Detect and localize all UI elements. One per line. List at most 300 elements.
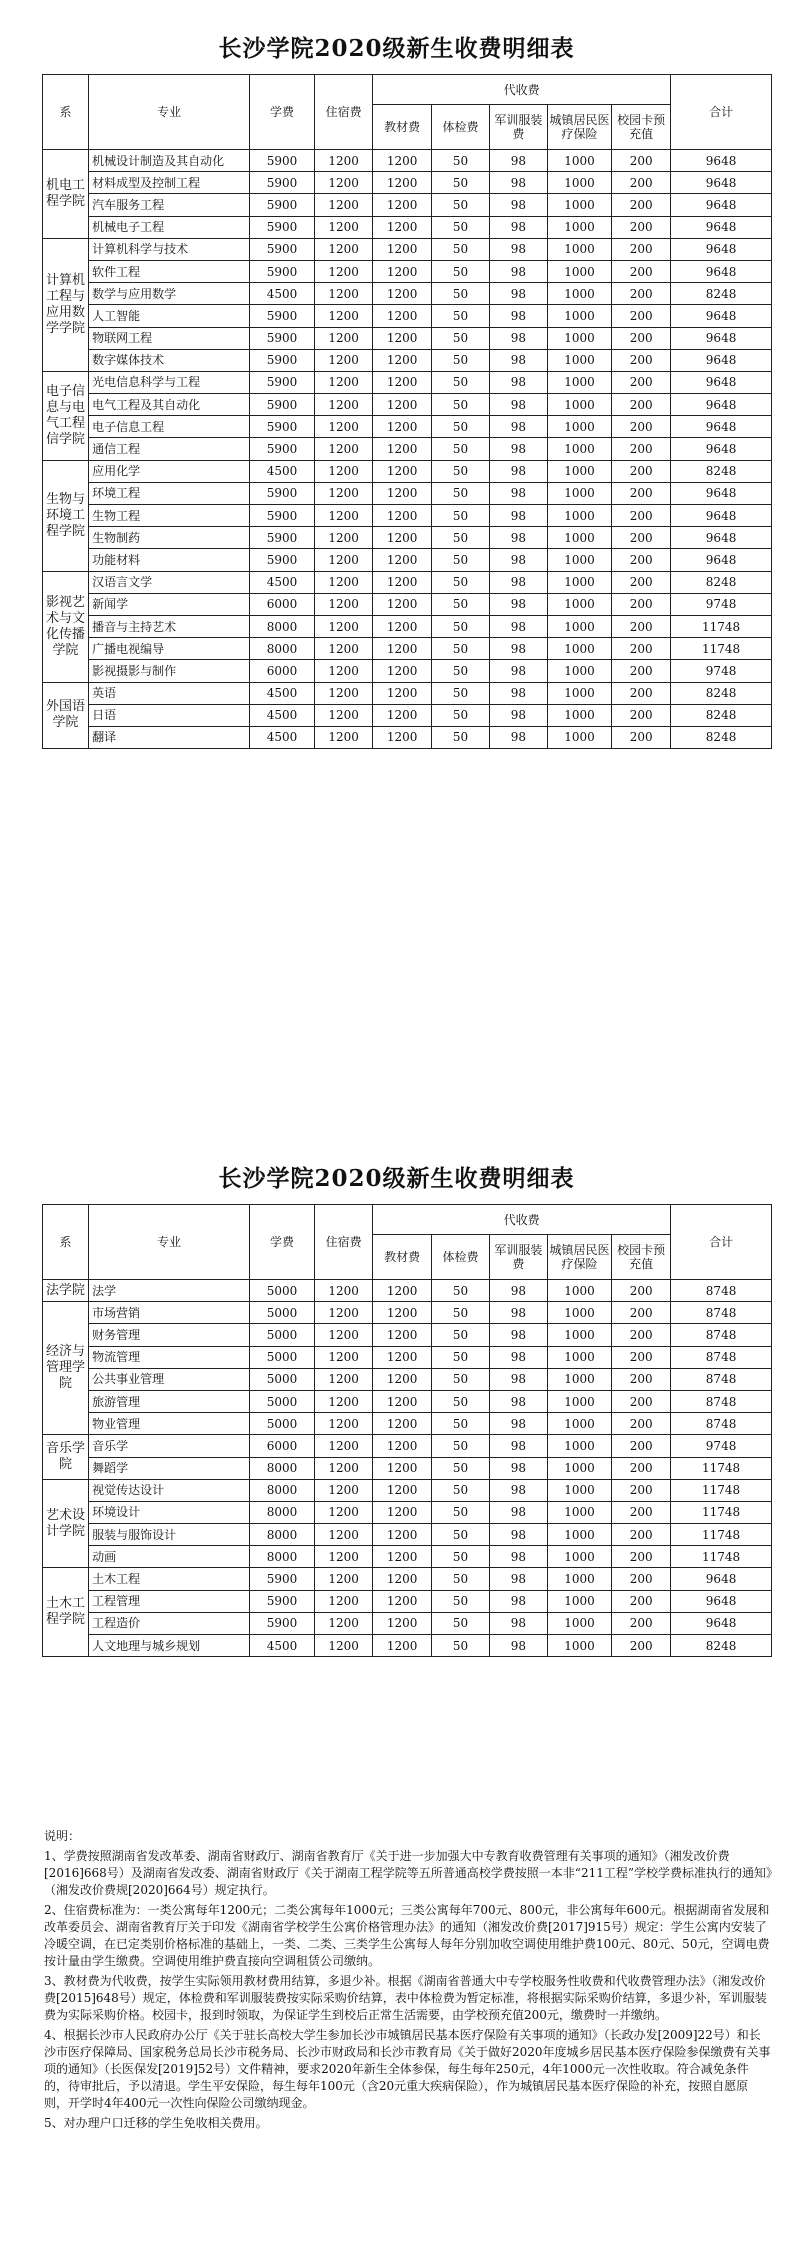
card-cell: 200 <box>612 527 671 549</box>
card-cell: 200 <box>612 1324 671 1346</box>
tuition-cell: 6000 <box>249 593 314 615</box>
card-cell: 200 <box>612 615 671 637</box>
total-cell: 9648 <box>671 549 772 571</box>
total-cell: 9648 <box>671 238 772 260</box>
uniform-cell: 98 <box>489 1368 547 1390</box>
housing-cell: 1200 <box>315 1501 373 1523</box>
books-cell: 1200 <box>373 1568 432 1590</box>
housing-cell: 1200 <box>315 1546 373 1568</box>
table-row <box>43 1324 772 1346</box>
medical-cell: 1000 <box>547 1590 611 1612</box>
tuition-cell: 8000 <box>249 1457 314 1479</box>
housing-cell: 1200 <box>315 1590 373 1612</box>
tuition-cell: 5900 <box>249 371 314 393</box>
table1-title: 长沙学院2020级新生收费明细表 <box>218 35 575 62</box>
card-cell: 200 <box>612 1612 671 1634</box>
medical-cell: 1000 <box>547 216 611 238</box>
exam-cell: 50 <box>432 150 490 172</box>
tuition-cell: 5900 <box>249 482 314 504</box>
header-proxy: 代收费 <box>373 75 671 105</box>
medical-cell: 1000 <box>547 349 611 371</box>
medical-cell: 1000 <box>547 1390 611 1412</box>
housing-cell: 1200 <box>315 260 373 282</box>
uniform-cell: 98 <box>489 1524 547 1546</box>
books-cell: 1200 <box>373 1324 432 1346</box>
card-cell: 200 <box>612 150 671 172</box>
total-cell: 8248 <box>671 682 772 704</box>
header-card: 校园卡预充值 <box>612 1235 671 1280</box>
uniform-cell: 98 <box>489 1413 547 1435</box>
housing-cell: 1200 <box>315 150 373 172</box>
uniform-cell: 98 <box>489 327 547 349</box>
uniform-cell: 98 <box>489 460 547 482</box>
table-row <box>43 1479 772 1501</box>
tuition-cell: 5000 <box>249 1390 314 1412</box>
medical-cell: 1000 <box>547 1324 611 1346</box>
exam-cell: 50 <box>432 371 490 393</box>
exam-cell: 50 <box>432 349 490 371</box>
exam-cell: 50 <box>432 682 490 704</box>
table-row <box>43 1302 772 1324</box>
tuition-cell: 5900 <box>249 349 314 371</box>
major-cell: 数字媒体技术 <box>89 349 250 371</box>
total-cell: 11748 <box>671 638 772 660</box>
books-cell: 1200 <box>373 615 432 637</box>
tuition-cell: 5900 <box>249 238 314 260</box>
major-cell: 视觉传达设计 <box>89 1479 250 1501</box>
exam-cell: 50 <box>432 238 490 260</box>
exam-cell: 50 <box>432 1413 490 1435</box>
card-cell: 200 <box>612 394 671 416</box>
housing-cell: 1200 <box>315 438 373 460</box>
card-cell: 200 <box>612 349 671 371</box>
card-cell: 200 <box>612 1346 671 1368</box>
total-cell: 8748 <box>671 1302 772 1324</box>
books-cell: 1200 <box>373 638 432 660</box>
card-cell: 200 <box>612 1479 671 1501</box>
books-cell: 1200 <box>373 460 432 482</box>
exam-cell: 50 <box>432 305 490 327</box>
table-row <box>43 238 772 260</box>
card-cell: 200 <box>612 416 671 438</box>
tuition-cell: 5000 <box>249 1324 314 1346</box>
housing-cell: 1200 <box>315 216 373 238</box>
card-cell: 200 <box>612 438 671 460</box>
college-cell: 法学院 <box>43 1280 89 1302</box>
card-cell: 200 <box>612 260 671 282</box>
total-cell: 9648 <box>671 527 772 549</box>
major-cell: 环境工程 <box>89 482 250 504</box>
exam-cell: 50 <box>432 660 490 682</box>
exam-cell: 50 <box>432 1368 490 1390</box>
exam-cell: 50 <box>432 549 490 571</box>
card-cell: 200 <box>612 194 671 216</box>
exam-cell: 50 <box>432 260 490 282</box>
total-cell: 9648 <box>671 438 772 460</box>
medical-cell: 1000 <box>547 1413 611 1435</box>
uniform-cell: 98 <box>489 660 547 682</box>
major-cell: 动画 <box>89 1546 250 1568</box>
card-cell: 200 <box>612 1546 671 1568</box>
table-row <box>43 482 772 504</box>
header-books: 教材费 <box>373 1235 432 1280</box>
total-cell: 11748 <box>671 615 772 637</box>
total-cell: 8748 <box>671 1280 772 1302</box>
table-row <box>43 1501 772 1523</box>
total-cell: 11748 <box>671 1501 772 1523</box>
exam-cell: 50 <box>432 1635 490 1657</box>
notes-heading: 说明： <box>44 1829 81 1843</box>
total-cell: 9648 <box>671 327 772 349</box>
books-cell: 1200 <box>373 1280 432 1302</box>
card-cell: 200 <box>612 549 671 571</box>
total-cell: 11748 <box>671 1524 772 1546</box>
table-row <box>43 150 772 172</box>
tuition-cell: 4500 <box>249 283 314 305</box>
books-cell: 1200 <box>373 416 432 438</box>
medical-cell: 1000 <box>547 660 611 682</box>
tuition-cell: 5000 <box>249 1302 314 1324</box>
card-cell: 200 <box>612 327 671 349</box>
tuition-cell: 6000 <box>249 660 314 682</box>
header-uniform: 军训服装费 <box>489 105 547 150</box>
exam-cell: 50 <box>432 1346 490 1368</box>
tuition-cell: 8000 <box>249 638 314 660</box>
medical-cell: 1000 <box>547 482 611 504</box>
books-cell: 1200 <box>373 1612 432 1634</box>
books-cell: 1200 <box>373 1435 432 1457</box>
exam-cell: 50 <box>432 194 490 216</box>
major-cell: 旅游管理 <box>89 1390 250 1412</box>
tuition-cell: 4500 <box>249 704 314 726</box>
college-cell: 经济与管理学院 <box>43 1302 89 1435</box>
housing-cell: 1200 <box>315 460 373 482</box>
uniform-cell: 98 <box>489 571 547 593</box>
total-cell: 9648 <box>671 1590 772 1612</box>
major-cell: 通信工程 <box>89 438 250 460</box>
books-cell: 1200 <box>373 1501 432 1523</box>
books-cell: 1200 <box>373 1302 432 1324</box>
tuition-cell: 4500 <box>249 682 314 704</box>
total-cell: 9748 <box>671 660 772 682</box>
total-cell: 9648 <box>671 505 772 527</box>
housing-cell: 1200 <box>315 1635 373 1657</box>
books-cell: 1200 <box>373 482 432 504</box>
housing-cell: 1200 <box>315 527 373 549</box>
header-exam: 体检费 <box>432 105 490 150</box>
total-cell: 8248 <box>671 460 772 482</box>
medical-cell: 1000 <box>547 527 611 549</box>
major-cell: 翻译 <box>89 726 250 748</box>
major-cell: 音乐学 <box>89 1435 250 1457</box>
tuition-cell: 5900 <box>249 1568 314 1590</box>
college-cell: 音乐学院 <box>43 1435 89 1479</box>
card-cell: 200 <box>612 482 671 504</box>
tuition-cell: 5900 <box>249 194 314 216</box>
table-row <box>43 1413 772 1435</box>
housing-cell: 1200 <box>315 1280 373 1302</box>
card-cell: 200 <box>612 1302 671 1324</box>
housing-cell: 1200 <box>315 571 373 593</box>
header-tuition: 学费 <box>249 75 314 150</box>
exam-cell: 50 <box>432 1568 490 1590</box>
note-item: 5、对办理户口迁移的学生免收相关费用。 <box>44 2116 268 2130</box>
uniform-cell: 98 <box>489 216 547 238</box>
table-row <box>43 1568 772 1590</box>
table-row <box>43 349 772 371</box>
books-cell: 1200 <box>373 1346 432 1368</box>
housing-cell: 1200 <box>315 1346 373 1368</box>
card-cell: 200 <box>612 505 671 527</box>
medical-cell: 1000 <box>547 1568 611 1590</box>
total-cell: 8748 <box>671 1413 772 1435</box>
uniform-cell: 98 <box>489 305 547 327</box>
table2-title: 长沙学院2020级新生收费明细表 <box>218 1165 575 1192</box>
exam-cell: 50 <box>432 1302 490 1324</box>
housing-cell: 1200 <box>315 1324 373 1346</box>
housing-cell: 1200 <box>315 505 373 527</box>
housing-cell: 1200 <box>315 305 373 327</box>
tuition-cell: 6000 <box>249 1435 314 1457</box>
table-row <box>43 172 772 194</box>
total-cell: 9648 <box>671 172 772 194</box>
card-cell: 200 <box>612 638 671 660</box>
table-row <box>43 726 772 748</box>
books-cell: 1200 <box>373 394 432 416</box>
card-cell: 200 <box>612 704 671 726</box>
major-cell: 汽车服务工程 <box>89 194 250 216</box>
housing-cell: 1200 <box>315 1612 373 1634</box>
total-cell: 9648 <box>671 1568 772 1590</box>
exam-cell: 50 <box>432 726 490 748</box>
college-cell: 艺术设计学院 <box>43 1479 89 1568</box>
major-cell: 英语 <box>89 682 250 704</box>
major-cell: 工程管理 <box>89 1590 250 1612</box>
books-cell: 1200 <box>373 371 432 393</box>
exam-cell: 50 <box>432 283 490 305</box>
books-cell: 1200 <box>373 1546 432 1568</box>
books-cell: 1200 <box>373 260 432 282</box>
medical-cell: 1000 <box>547 1612 611 1634</box>
housing-cell: 1200 <box>315 172 373 194</box>
uniform-cell: 98 <box>489 1590 547 1612</box>
uniform-cell: 98 <box>489 505 547 527</box>
card-cell: 200 <box>612 1413 671 1435</box>
major-cell: 环境设计 <box>89 1501 250 1523</box>
table-row <box>43 704 772 726</box>
major-cell: 软件工程 <box>89 260 250 282</box>
table-row <box>43 438 772 460</box>
table-row <box>43 1546 772 1568</box>
exam-cell: 50 <box>432 1435 490 1457</box>
tuition-cell: 8000 <box>249 615 314 637</box>
total-cell: 11748 <box>671 1457 772 1479</box>
card-cell: 200 <box>612 172 671 194</box>
tuition-cell: 5900 <box>249 260 314 282</box>
table-row <box>43 682 772 704</box>
medical-cell: 1000 <box>547 460 611 482</box>
college-cell: 计算机工程与应用数学学院 <box>43 238 89 371</box>
header-college: 系 <box>43 1205 89 1280</box>
exam-cell: 50 <box>432 1479 490 1501</box>
housing-cell: 1200 <box>315 1457 373 1479</box>
major-cell: 电气工程及其自动化 <box>89 394 250 416</box>
header-medical: 城镇居民医疗保险 <box>547 105 611 150</box>
exam-cell: 50 <box>432 571 490 593</box>
tuition-cell: 8000 <box>249 1479 314 1501</box>
exam-cell: 50 <box>432 1457 490 1479</box>
medical-cell: 1000 <box>547 1280 611 1302</box>
table-row <box>43 505 772 527</box>
card-cell: 200 <box>612 1635 671 1657</box>
card-cell: 200 <box>612 682 671 704</box>
exam-cell: 50 <box>432 1524 490 1546</box>
uniform-cell: 98 <box>489 283 547 305</box>
total-cell: 9648 <box>671 150 772 172</box>
header-exam: 体检费 <box>432 1235 490 1280</box>
major-cell: 人工智能 <box>89 305 250 327</box>
medical-cell: 1000 <box>547 726 611 748</box>
header-proxy: 代收费 <box>373 1205 671 1235</box>
housing-cell: 1200 <box>315 416 373 438</box>
medical-cell: 1000 <box>547 438 611 460</box>
major-cell: 影视摄影与制作 <box>89 660 250 682</box>
header-major: 专业 <box>89 75 250 150</box>
books-cell: 1200 <box>373 593 432 615</box>
table-row <box>43 305 772 327</box>
books-cell: 1200 <box>373 150 432 172</box>
housing-cell: 1200 <box>315 549 373 571</box>
table-row <box>43 394 772 416</box>
housing-cell: 1200 <box>315 726 373 748</box>
total-cell: 9648 <box>671 482 772 504</box>
card-cell: 200 <box>612 571 671 593</box>
medical-cell: 1000 <box>547 1435 611 1457</box>
note-item: 4、根据长沙市人民政府办公厅《关于驻长高校大学生参加长沙市城镇居民基本医疗保险有关事项的通知》（长政办发[2009]22号）和长沙市医疗保障局、国家税务总局长沙市税务局、长沙市财政局和长沙市教育局《关于做好2020年度城乡居民基本医疗保险参保缴费有关事项的通知》（长医保发[2019]52号）文件精神，要求2020年新生全体参保，每生每年250元，4年1000元一次性收取。符合减免条件的，待审批后，予以清退。学生平安保险，每生每年100元（含20元重大疾病保险），作为城镇居民基本医疗保险的补充，按照自愿原则，开学时4年400元一次性向保险公司缴纳现金。 <box>44 2028 771 2110</box>
tuition-cell: 5900 <box>249 1590 314 1612</box>
table-row <box>43 593 772 615</box>
medical-cell: 1000 <box>547 549 611 571</box>
uniform-cell: 98 <box>489 1435 547 1457</box>
uniform-cell: 98 <box>489 1568 547 1590</box>
medical-cell: 1000 <box>547 283 611 305</box>
housing-cell: 1200 <box>315 593 373 615</box>
exam-cell: 50 <box>432 1324 490 1346</box>
exam-cell: 50 <box>432 438 490 460</box>
medical-cell: 1000 <box>547 505 611 527</box>
table-row <box>43 1612 772 1634</box>
uniform-cell: 98 <box>489 260 547 282</box>
table-row <box>43 260 772 282</box>
books-cell: 1200 <box>373 682 432 704</box>
header-tuition: 学费 <box>249 1205 314 1280</box>
medical-cell: 1000 <box>547 1346 611 1368</box>
books-cell: 1200 <box>373 238 432 260</box>
uniform-cell: 98 <box>489 1501 547 1523</box>
books-cell: 1200 <box>373 505 432 527</box>
tuition-cell: 5900 <box>249 416 314 438</box>
card-cell: 200 <box>612 238 671 260</box>
card-cell: 200 <box>612 1568 671 1590</box>
table-row <box>43 327 772 349</box>
tuition-cell: 5900 <box>249 1612 314 1634</box>
uniform-cell: 98 <box>489 371 547 393</box>
exam-cell: 50 <box>432 615 490 637</box>
uniform-cell: 98 <box>489 1280 547 1302</box>
table-row <box>43 638 772 660</box>
housing-cell: 1200 <box>315 1390 373 1412</box>
tuition-cell: 5900 <box>249 394 314 416</box>
books-cell: 1200 <box>373 1524 432 1546</box>
table-row <box>43 460 772 482</box>
major-cell: 物流管理 <box>89 1346 250 1368</box>
total-cell: 8748 <box>671 1346 772 1368</box>
tuition-cell: 5000 <box>249 1346 314 1368</box>
tuition-cell: 5000 <box>249 1368 314 1390</box>
header-card: 校园卡预充值 <box>612 105 671 150</box>
medical-cell: 1000 <box>547 1635 611 1657</box>
uniform-cell: 98 <box>489 527 547 549</box>
housing-cell: 1200 <box>315 1368 373 1390</box>
books-cell: 1200 <box>373 1635 432 1657</box>
major-cell: 工程造价 <box>89 1612 250 1634</box>
uniform-cell: 98 <box>489 172 547 194</box>
total-cell: 8748 <box>671 1390 772 1412</box>
card-cell: 200 <box>612 216 671 238</box>
uniform-cell: 98 <box>489 150 547 172</box>
exam-cell: 50 <box>432 1612 490 1634</box>
table-row <box>43 416 772 438</box>
major-cell: 人文地理与城乡规划 <box>89 1635 250 1657</box>
medical-cell: 1000 <box>547 260 611 282</box>
exam-cell: 50 <box>432 216 490 238</box>
books-cell: 1200 <box>373 527 432 549</box>
exam-cell: 50 <box>432 527 490 549</box>
medical-cell: 1000 <box>547 327 611 349</box>
uniform-cell: 98 <box>489 238 547 260</box>
medical-cell: 1000 <box>547 305 611 327</box>
card-cell: 200 <box>612 1390 671 1412</box>
major-cell: 应用化学 <box>89 460 250 482</box>
exam-cell: 50 <box>432 1280 490 1302</box>
total-cell: 8248 <box>671 283 772 305</box>
tuition-cell: 5900 <box>249 150 314 172</box>
uniform-cell: 98 <box>489 1479 547 1501</box>
note-item: 2、住宿费标准为：一类公寓每年1200元；二类公寓每年1000元；三类公寓每年700元、800元，非公寓每年600元。根据湖南省发展和改革委员会、湖南省教育厅关于印发《湖南省学校学生公寓价格管理办法》的通知（湘发改价费[2017]915号）规定：学生公寓内安装了冷暖空调，在已定类别价格标准的基础上，一类、二类、三类学生公寓每人每年分别加收空调使用维护费100元、80元、50元，空调电费按计量由学生缴费。空调使用维护费直接向空调租赁公司缴纳。 <box>44 1903 770 1968</box>
total-cell: 9648 <box>671 216 772 238</box>
college-cell: 影视艺术与文化传播学院 <box>43 571 89 682</box>
card-cell: 200 <box>612 283 671 305</box>
tuition-cell: 5900 <box>249 549 314 571</box>
total-cell: 8748 <box>671 1368 772 1390</box>
table-row <box>43 1435 772 1457</box>
header-total: 合计 <box>671 75 772 150</box>
medical-cell: 1000 <box>547 172 611 194</box>
college-cell: 土木工程学院 <box>43 1568 89 1657</box>
books-cell: 1200 <box>373 349 432 371</box>
card-cell: 200 <box>612 1280 671 1302</box>
card-cell: 200 <box>612 371 671 393</box>
exam-cell: 50 <box>432 394 490 416</box>
exam-cell: 50 <box>432 505 490 527</box>
header-medical: 城镇居民医疗保险 <box>547 1235 611 1280</box>
tuition-cell: 4500 <box>249 460 314 482</box>
medical-cell: 1000 <box>547 394 611 416</box>
total-cell: 11748 <box>671 1546 772 1568</box>
card-cell: 200 <box>612 305 671 327</box>
major-cell: 汉语言文学 <box>89 571 250 593</box>
medical-cell: 1000 <box>547 1546 611 1568</box>
